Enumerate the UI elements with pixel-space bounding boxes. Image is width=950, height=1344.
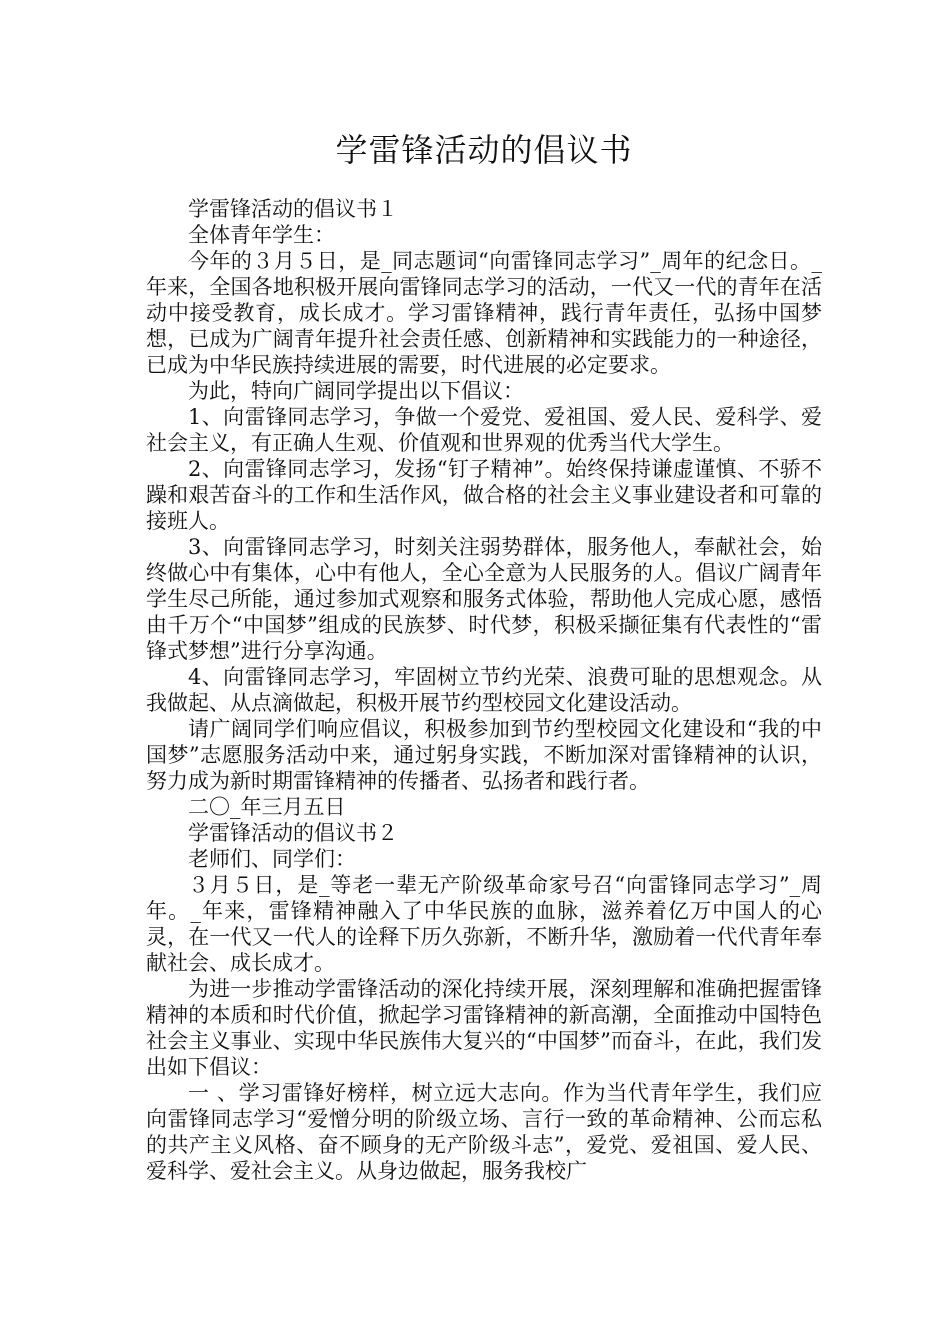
- paragraph: 全体青年学生：: [188, 223, 335, 247]
- paragraph: 4、向雷锋同志学习，牢固树立节约光荣、浪费可耻的思想观念。从我做起、从点滴做起，积极开展节约型校园文化建设活动。: [146, 665, 822, 715]
- paragraph: 学雷锋活动的倡议书１: [188, 197, 398, 221]
- paragraph: 老师们、同学们：: [188, 847, 356, 871]
- paragraph: 一 、学习雷锋好榜样，树立远大志向。作为当代青年学生，我们应向雷锋同志学习“爱憎分明的阶级立场、言行一致的革命精神、公而忘私的共产主义风格、奋不顾身的无产阶级斗志”，爱党、爱祖国、爱人民、爱科学、爱社会主义。从身边做起，服务我校广: [146, 1081, 822, 1183]
- paragraph: 2、向雷锋同志学习，发扬“钉子精神”。始终保持谦虚谨慎、不骄不躁和艰苦奋斗的工作和生活作风，做合格的社会主义事业建设者和可靠的接班人。: [146, 457, 822, 533]
- paragraph: 今年的３月５日，是_同志题词“向雷锋同志学习”_周年的纪念日。_年来，全国各地积极开展向雷锋同志学习的活动，一代又一代的青年在活动中接受教育，成长成才。学习雷锋精神，践行青年责任，弘扬中国梦想，已成为广阔青年提升社会责任感、创新精神和实践能力的一种途径，已成为中华民族持续进展的需要，时代进展的必定要求。: [146, 249, 822, 377]
- paragraph: 请广阔同学们响应倡议，积极参加到节约型校园文化建设和“我的中国梦”志愿服务活动中来，通过躬身实践，不断加深对雷锋精神的认识，努力成为新时期雷锋精神的传播者、弘扬者和践行者。: [146, 717, 822, 793]
- document-page: [146, 128, 822, 1184]
- paragraph: 二〇_年三月五日: [188, 795, 346, 819]
- paragraph: 1、向雷锋同志学习，争做一个爱党、爱祖国、爱人民、爱科学、爱社会主义，有正确人生观、价值观和世界观的优秀当代大学生。: [146, 405, 822, 455]
- paragraph: 学雷锋活动的倡议书２: [188, 821, 398, 845]
- paragraph: 为进一步推动学雷锋活动的深化持续开展，深刻理解和准确把握雷锋精神的本质和时代价值，掀起学习雷锋精神的新高潮，全面推动中国特色社会主义事业、实现中华民族伟大复兴的“中国梦”而奋斗，在此，我们发出如下倡议：: [146, 977, 822, 1079]
- paragraph: 3、向雷锋同志学习，时刻关注弱势群体，服务他人，奉献社会，始终做心中有集体，心中有他人，全心全意为人民服务的人。倡议广阔青年学生尽己所能，通过参加式观察和服务式体验，帮助他人完成心愿，感悟由千万个“中国梦”组成的民族梦、时代梦，积极采撷征集有代表性的“雷锋式梦想”进行分享沟通。: [146, 535, 822, 663]
- paragraph: ３月５日，是_等老一辈无产阶级革命家号召“向雷锋同志学习”_周年。_年来，雷锋精神融入了中华民族的血脉，滋养着亿万中国人的心灵，在一代又一代人的诠释下历久弥新，不断升华，激励着一代代青年奉献社会、成长成才。: [146, 873, 822, 975]
- document-title: 学雷锋活动的倡议书: [335, 131, 633, 169]
- paragraph: 为此，特向广阔同学提出以下倡议：: [188, 379, 524, 403]
